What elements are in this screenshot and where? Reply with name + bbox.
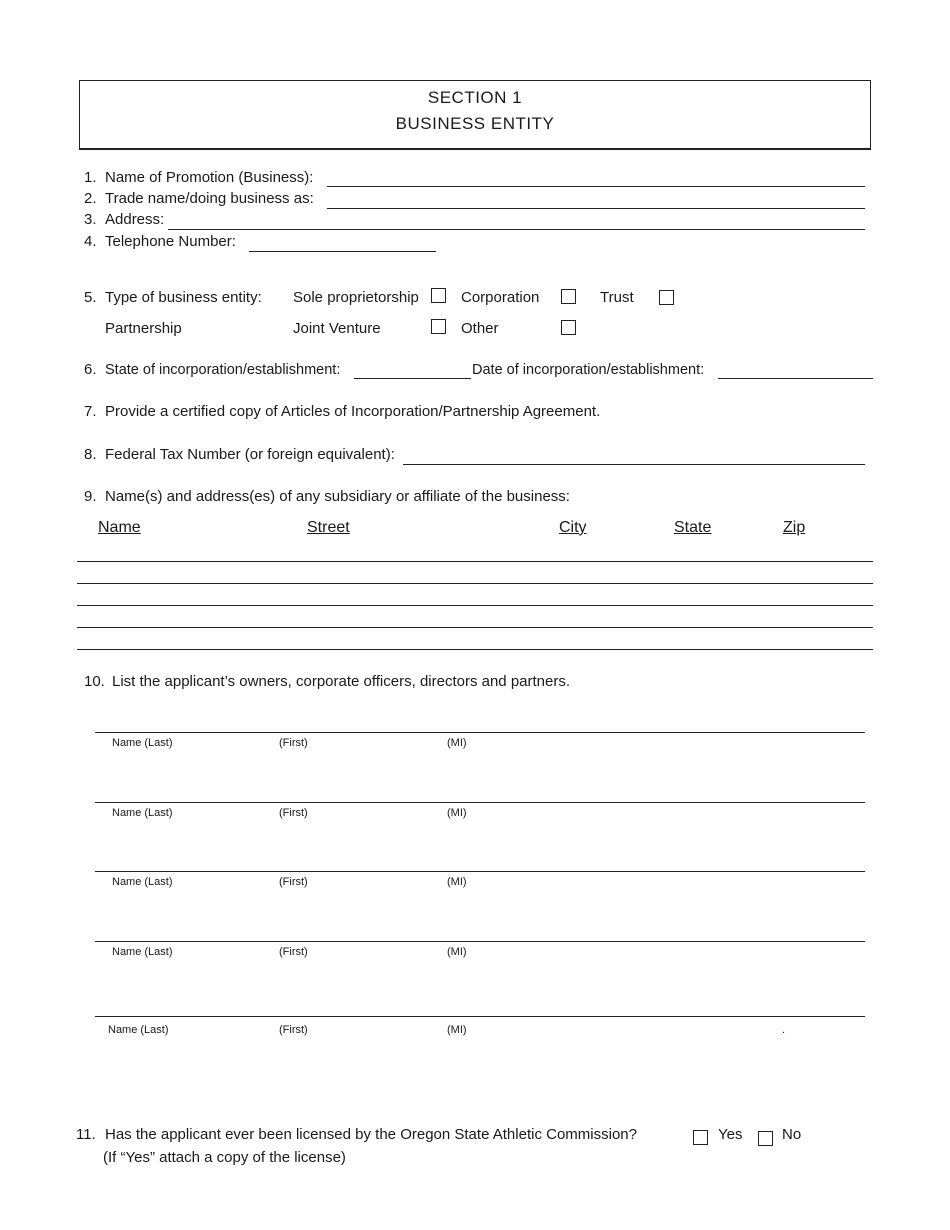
column-header-city: City	[559, 519, 587, 536]
q6-number: 6.	[84, 361, 97, 378]
owner-first-name-caption: (First)	[279, 946, 308, 958]
q6-state-label: State of incorporation/establishment:	[105, 362, 341, 378]
owner-mi-caption: (MI)	[447, 946, 467, 958]
owner-row-line[interactable]	[95, 732, 865, 733]
q11-yes-label: Yes	[718, 1126, 743, 1143]
option-sole-proprietorship-label: Sole proprietorship	[293, 289, 419, 306]
owner-last-name-caption: Name (Last)	[112, 807, 173, 819]
option-joint-venture-label: Joint Venture	[293, 320, 381, 337]
q2-input-line[interactable]	[327, 208, 865, 209]
q2-number: 2.	[84, 190, 97, 207]
column-header-name: Name	[98, 519, 141, 536]
q3-number: 3.	[84, 211, 97, 228]
owner-last-name-caption: Name (Last)	[112, 876, 173, 888]
q8-input-line[interactable]	[403, 464, 865, 465]
option-trust-checkbox[interactable]	[659, 290, 674, 305]
q5-label: Type of business entity:	[105, 289, 262, 306]
q2-label: Trade name/doing business as:	[105, 190, 314, 207]
trailing-period: .	[782, 1024, 786, 1036]
option-partnership-label: Partnership	[105, 320, 182, 337]
option-sole-proprietorship-checkbox[interactable]	[431, 288, 446, 303]
q5-number: 5.	[84, 289, 97, 306]
owner-last-name-caption: Name (Last)	[112, 737, 173, 749]
owner-last-name-caption: Name (Last)	[112, 946, 173, 958]
affiliate-row-line[interactable]	[77, 649, 873, 650]
q4-input-line[interactable]	[249, 251, 436, 252]
owner-first-name-caption: (First)	[279, 1024, 308, 1036]
affiliate-row-line[interactable]	[77, 561, 873, 562]
owner-mi-caption: (MI)	[447, 737, 467, 749]
q11-no-label: No	[782, 1126, 802, 1143]
owner-mi-caption: (MI)	[447, 876, 467, 888]
q8-number: 8.	[84, 446, 97, 463]
section-title: BUSINESS ENTITY	[395, 114, 555, 133]
q10-label: List the applicant’s owners, corporate officers, directors and partners.	[112, 673, 571, 690]
q4-label: Telephone Number:	[105, 233, 236, 250]
q1-label: Name of Promotion (Business):	[105, 169, 314, 186]
option-joint-venture-checkbox[interactable]	[431, 319, 446, 334]
affiliate-row-line[interactable]	[77, 627, 873, 628]
q8-label: Federal Tax Number (or foreign equivalent):	[105, 446, 395, 463]
q4-number: 4.	[84, 233, 97, 250]
q11-no-checkbox[interactable]	[758, 1131, 773, 1146]
q9-number: 9.	[84, 488, 97, 505]
q6-date-label: Date of incorporation/establishment:	[472, 362, 705, 378]
q9-label: Name(s) and address(es) of any subsidiary or affiliate of the business:	[105, 488, 570, 505]
owner-first-name-caption: (First)	[279, 876, 308, 888]
owner-row-line[interactable]	[95, 1016, 865, 1017]
q7-number: 7.	[84, 403, 97, 420]
column-header-state: State	[674, 519, 712, 536]
q6-state-input-line[interactable]	[354, 378, 471, 379]
q11-note: (If “Yes” attach a copy of the license)	[103, 1149, 346, 1166]
option-other-checkbox[interactable]	[561, 320, 576, 335]
option-corporation-checkbox[interactable]	[561, 289, 576, 304]
owner-mi-caption: (MI)	[447, 807, 467, 819]
q1-number: 1.	[84, 169, 97, 186]
owner-row-line[interactable]	[95, 941, 865, 942]
q11-number: 11.	[76, 1126, 96, 1143]
affiliate-row-line[interactable]	[77, 583, 873, 584]
q3-label: Address:	[105, 211, 165, 228]
option-corporation-label: Corporation	[461, 289, 540, 306]
owner-mi-caption: (MI)	[447, 1024, 467, 1036]
owner-first-name-caption: (First)	[279, 807, 308, 819]
section-number: SECTION 1	[427, 88, 523, 107]
owner-last-name-caption: Name (Last)	[108, 1024, 169, 1036]
column-header-zip: Zip	[783, 519, 806, 536]
q11-label: Has the applicant ever been licensed by the Oregon State Athletic Commission?	[105, 1126, 637, 1143]
q3-input-line[interactable]	[168, 229, 865, 230]
affiliate-row-line[interactable]	[77, 605, 873, 606]
section-header	[79, 80, 871, 150]
column-header-street: Street	[307, 519, 350, 536]
q1-input-line[interactable]	[327, 186, 865, 187]
q6-date-input-line[interactable]	[718, 378, 873, 379]
q10-number: 10.	[84, 673, 105, 690]
q7-label: Provide a certified copy of Articles of Incorporation/Partnership Agreement.	[105, 403, 601, 420]
owner-row-line[interactable]	[95, 802, 865, 803]
option-trust-label: Trust	[600, 289, 634, 306]
owner-first-name-caption: (First)	[279, 737, 308, 749]
q11-yes-checkbox[interactable]	[693, 1130, 708, 1145]
option-other-label: Other	[461, 320, 499, 337]
owner-row-line[interactable]	[95, 871, 865, 872]
